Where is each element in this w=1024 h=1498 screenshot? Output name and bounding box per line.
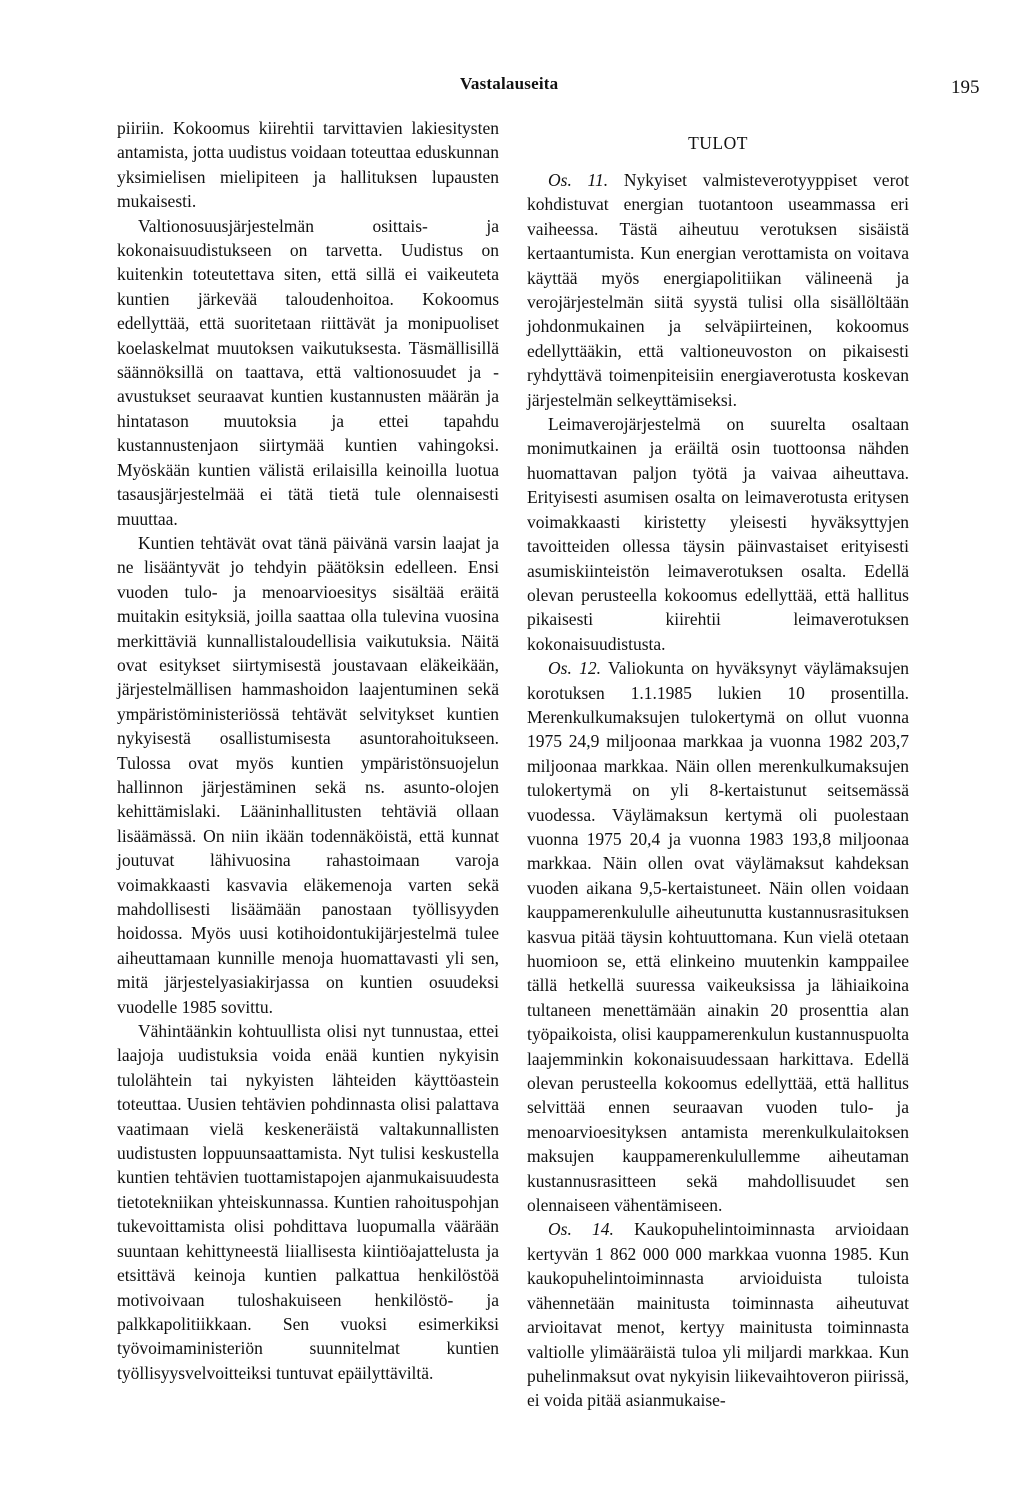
left-column	[117, 116, 499, 1385]
paragraph	[527, 656, 909, 1217]
paragraph: Leimaverojärjestelmä on suurelta osaltaan monimutkainen ja eräiltä osin tuottoonsa nähden huomattavan paljon työtä ja vaivaa aiheuttava. Erityisesti asumisen osalta on leimaverotusta eritysen voimakkaasti kiristetty yleisesti hyväksyttyjen tavoitteiden ollessa täysin päinvastaiset erityisesti asumiskiinteistön leimaverotuksen osalta. Edellä olevan perusteella kokoomus edellyttää, että hallitus pikaisesti kiirehtii leimaverotuksen kokonaisuudistusta.	[527, 414, 909, 654]
paragraph: Valtionosuusjärjestelmän osittais- ja kokonaisuudistukseen on tarvetta. Uudistus on kuitenkin toteutettava siten, että sillä ei vaikeuteta kuntien järkevää taloudenhoitoa. Kokoomus edellyttää, että suoritetaan riittävät ja monipuoliset koelaskelmat muutoksen vaikutuksesta. Täsmällisillä säännöksillä on taattava, että valtionosuudet ja -avustukset seuraavat kuntien kustannusten määrän ja hintatason muutoksia ja ettei tapahdu kustannustenjaon siirtymää kuntien vahingoksi. Myöskään kuntien välistä erilaisilla keinoilla luotua tasausjärjestelmää ei tätä tietä tule olennaisesti muuttaa.	[117, 215, 499, 529]
paragraph	[527, 1217, 909, 1412]
paragraph-text: Valiokunta on hyväksynyt väylämaksujen korotuksen 1.1.1985 lukien 10 prosentilla. Merenkulkumaksujen tulokertymä on ollut vuonna 1975 24,9 miljoonaa markkaa ja vuonna 1982 203,7 miljoonaa markkaa. Näin ollen merenkulkumaksujen tulokertymä on yli 8-kertaistunut seitsemässä vuodessa. Väylämaksun kertymä oli puolestaan vuonna 1975 20,4 ja vuonna 1983 193,8 miljoonaa markkaa. Näin ollen ovat väylämaksut kahdeksan vuoden aikana 9,5-kertaistuneet. Näin ollen voidaan kauppamerenkululle aiheutunutta kustannusrasituksen kasvua pitää täysin kohtuuttomana. Kun vielä otetaan huomioon se, että elinkeino muutenkin kamppailee tällä hetkellä suuressa vaikeuksissa ja lähiaikoina tultaneen menettämään ainakin 20 prosenttia alan työpaikoista, olisi kauppamerenkulun kustannuspuolta laajemminkin kokonaisuudessaan harkittava. Edellä olevan perusteella kokoomus edellyttää, että hallitus selvittää ennen seuraavan vuoden tulo- ja menoarvioesityksen antamista merenkulkulaitoksen maksujen kauppamerenkulullemme aiheutaman kustannusrasitteen sekä mahdollisuudet sen olennaiseen vähentämiseen.	[527, 658, 909, 1216]
paragraph: piiriin. Kokoomus kiirehtii tarvittavien lakiesitysten antamista, jotta uudistus voidaan toteuttaa eduskunnan yksimielisen mielipiteen ja hallituksen lupausten mukaisesti.	[117, 118, 500, 212]
paragraph: Kuntien tehtävät ovat tänä päivänä varsin laajat ja ne lisääntyvät jo tehdyin päätöksin edelleen. Ensi vuoden tulo- ja menoarvioesitys sisältää eräitä muitakin esityksiä, joilla saattaa olla tulevina vuosina merkittäviä kunnallistaloudellisia vaikutuksia. Näitä ovat esitykset siirtymisestä joustavaan eläkeikään, järjestelmällisen hammashoidon laajentuminen sekä ympäristöministeriössä tehtävät selvitykset kuntien nykyisestä osallistumisesta asuntorahoitukseen. Tulossa ovat myös kuntien ympäristönsuojelun hallinnon järjestäminen sekä ns. asunto-olojen kehittämislaki. Lääninhallitusten tehtäviä ollaan lisäämässä. On niin ikään todennäköistä, että kunnat joutuvat lähivuosina rahastoimaan varoja voimakkaasti kasvavia eläkemenoja varten sekä mahdollisesti lisäämään panostaan työllisyyden hoidossa. Myös uusi kotihoidontukijärjestelmä tulee aiheuttamaan kunnille menoja huomattavasti yli sen, mitä järjestelyasiakirjassa on kuntien osuudeksi vuodelle 1985 sovittu.	[117, 532, 499, 1017]
paragraph-text: Kaukopuhelintoiminnasta arvioidaan kertyvän 1 862 000 000 markkaa vuonna 1985. Kun kaukopuhelintoiminnasta arvioiduista tuloista vähennetään mainitusta toiminnasta aiheutuvat arvioitavat menot, kertyy mainitusta toiminnasta valtiolle ylimääräistä tuloa yli miljardi markkaa. Kun puhelinmaksut ovat nykyisin liikevaihtoveron piirissä, ei voida pitää asianmukaise-	[527, 1219, 910, 1411]
section-label: Os. 12.	[548, 658, 602, 679]
page-number: 195	[951, 77, 980, 98]
right-column	[527, 116, 909, 1413]
section-label: Os. 14.	[548, 1219, 614, 1240]
section-label: Os. 11.	[548, 170, 609, 190]
paragraph: Vähintäänkin kohtuullista olisi nyt tunnustaa, ettei laajoja uudistuksia voida enää kuntien nykyisin tulolähtein tai nykyisten lähteiden käyttöastein toteuttaa. Uusien tehtävien pohdinnasta olisi palattava vaatimaan vielä keskeneräistä valtakunnallisten uudistusten loppuunsaattamista. Nyt tulisi keskustella kuntien tehtävien tuottamistapojen ajanmukaisuudesta tietotekniikan yhteiskunnassa. Kuntien rahoituspohjan tukevoittamista olisi pohdittava luopumalla väärään suuntaan kehittyneestä liiallisesta kiintiöajattelusta ja etsittävä keinoja kuntien palkattua henkilöstöä motivoivaan tuloshakuiseen henkilöstö- ja palkkapolitiikkaan. Sen vuoksi esimerkiksi työvoimaministeriön suunnitelmat kuntien työllisyysvelvoitteiksi tuntuvat epäilyttäviltä.	[117, 1021, 499, 1383]
page-header	[0, 74, 1024, 104]
paragraph-text: Nykyiset valmisteverotyyppiset verot kohdistuvat energian tuotantoon useammassa eri vaiheessa. Tästä aiheutuu verotuksen sisäistä kertaantumista. Kun energian verottamista on voitava käyttää myös energiapolitiikan välineenä ja verojärjestelmän siitä syystä tulisi olla sisällöltään johdonmukainen ja selväpiirteinen, kokoomus edellyttääkin, että valtioneuvoston on pikaisesti ryhdyttävä toimenpiteisiin energiaverotusta koskevan järjestelmän selkeyttämiseksi.	[527, 170, 910, 410]
section-heading: TULOT	[688, 133, 748, 153]
paragraph	[527, 168, 909, 412]
running-title: Vastalauseita	[460, 74, 559, 93]
